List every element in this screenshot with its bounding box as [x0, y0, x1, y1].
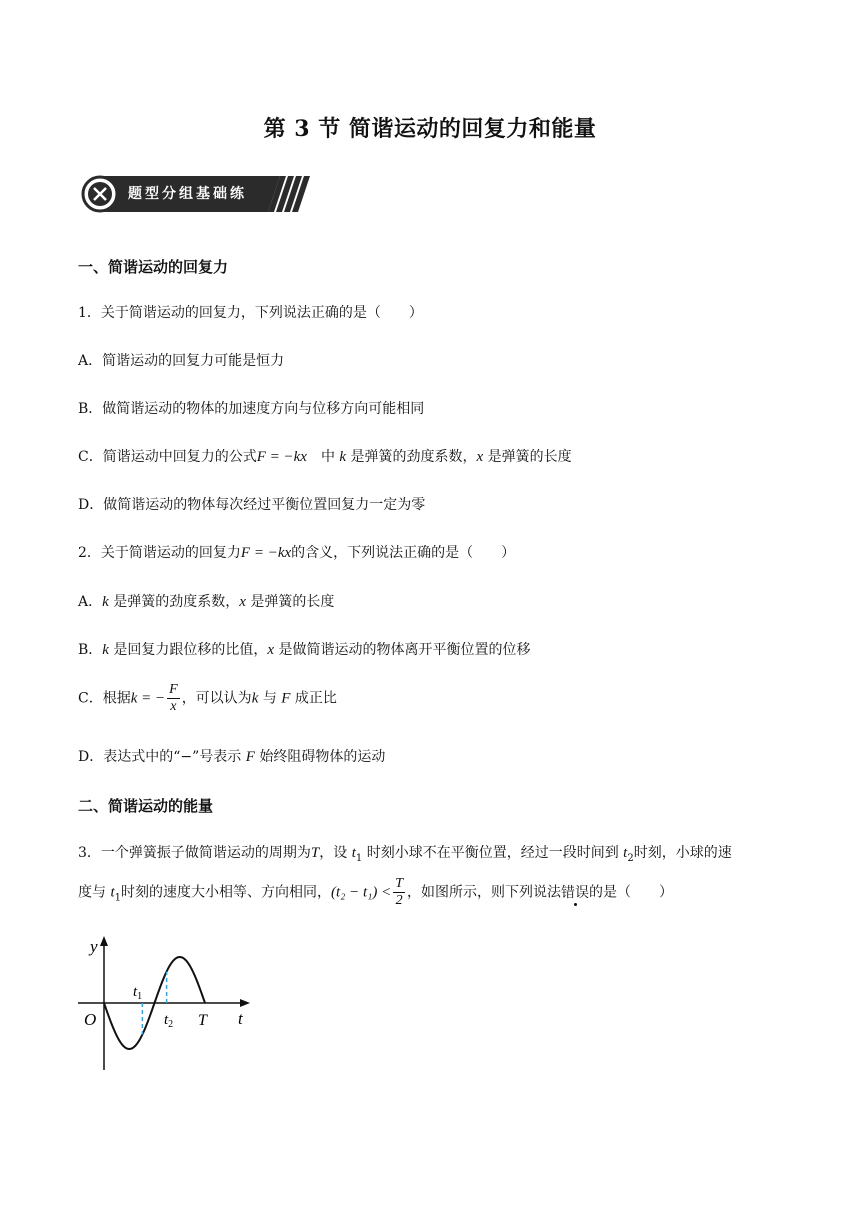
banner-label: 题型分组基础练: [128, 186, 247, 202]
q1-c-text-2: 中: [306, 449, 335, 465]
q1-c-text-1: C．简谐运动中回复力的公式: [78, 449, 257, 465]
q2-c-prefix: C．根据: [78, 690, 131, 707]
q2-stem-text-2: 的含义，下列说法正确的是（ ）: [291, 545, 516, 561]
q1-c-text-4: 是弹簧的长度: [487, 449, 572, 465]
q1-c-text-3: 是弹簧的劲度系数，: [350, 449, 477, 465]
q3-l2-text-3: ，如图所示，则下列说法: [407, 884, 562, 901]
q2-c-denominator: x: [170, 699, 177, 714]
x-axis-arrow: [240, 999, 250, 1007]
y-axis-arrow: [100, 936, 108, 946]
q3-l2-text-2: 时刻的速度大小相等、方向相同，: [121, 884, 331, 901]
q2-c-F: F: [281, 690, 291, 707]
q1-c-formula: F = −kx: [256, 449, 307, 465]
q2-stem: [78, 542, 515, 562]
q1-option-c: [78, 446, 572, 466]
q2-stem-formula: F = −kx: [240, 545, 292, 561]
q2-b-text-1: 是回复力跟位移的比值，: [113, 642, 268, 658]
q3-l2-denominator: 2: [395, 893, 403, 908]
q3-l2-t1-sub: 1: [114, 892, 121, 904]
q3-l2-emphasis: 错误: [561, 884, 590, 901]
q2-d-text: 始终阻碍物体的运动: [259, 749, 386, 765]
q2-a-text-2: 是弹簧的长度: [250, 594, 335, 610]
q2-c-lhs: k = −: [130, 690, 166, 707]
q2-a-prefix: A．: [78, 594, 103, 610]
section-heading-2: 二、简谐运动的能量: [78, 797, 214, 815]
section-banner: [80, 174, 310, 214]
q2-a-k: k: [102, 594, 109, 610]
q2-b-text-2: 是做简谐运动的物体离开平衡位置的位移: [278, 642, 531, 658]
q2-c-k: k: [251, 690, 259, 707]
q2-option-a: [78, 591, 334, 611]
q2-option-b: [78, 639, 531, 659]
oscillation-graph: [70, 932, 260, 1072]
q1-c-x: x: [476, 449, 484, 465]
period-label: T: [198, 1012, 207, 1029]
q1-option-a: A．简谐运动的回复力可能是恒力: [78, 353, 285, 369]
q2-c-numerator: F: [169, 682, 178, 697]
q3-l1-t1-sub: 1: [355, 852, 363, 864]
q3-l1-text-4: 时刻，小球的速: [633, 845, 732, 861]
q3-l1-t2: t: [623, 845, 628, 861]
q1-option-b: B．做简谐运动的物体的加速度方向与位移方向可能相同: [78, 401, 425, 417]
q2-b-k: k: [102, 642, 109, 658]
q2-b-x: x: [267, 642, 275, 658]
q1-c-k: k: [339, 449, 347, 465]
q3-l2-text-4: 的是（ ）: [589, 884, 674, 901]
x-axis-label: t: [238, 1009, 243, 1028]
q2-option-c: [78, 682, 337, 715]
q3-line-1: [78, 842, 732, 864]
q3-l1-text-1: 3．一个弹簧振子做简谐运动的周期为: [78, 845, 311, 861]
q3-l2-fraction: [393, 876, 405, 909]
t1-label: $t_1$: [133, 984, 143, 1002]
origin-label: O: [84, 1010, 97, 1029]
q3-line-2: [78, 876, 673, 909]
q3-l2-numerator: T: [395, 876, 404, 891]
q2-a-text-1: 是弹簧的劲度系数，: [113, 594, 240, 610]
y-axis-label: y: [90, 937, 98, 956]
q3-l2-text-1: 度与: [78, 884, 106, 901]
q3-l1-T: T: [310, 845, 320, 861]
q2-option-d: [78, 746, 385, 766]
q2-stem-text-1: 2．关于简谐运动的回复力: [78, 545, 241, 561]
page-title: 第 3 节 简谐运动的回复力和能量: [263, 116, 597, 142]
q2-d-F: F: [245, 749, 255, 765]
q2-c-fraction: [167, 682, 180, 715]
section-heading-1: 一、简谐运动的回复力: [78, 258, 229, 276]
q3-l2-t1: t: [110, 884, 115, 901]
q2-c-text-2: 与: [262, 690, 277, 707]
q2-a-x: x: [239, 594, 246, 610]
q2-c-text-3: 成正比: [294, 690, 337, 707]
q2-c-text-1: ，可以认为: [181, 690, 252, 707]
q3-l1-t2-sub: 2: [627, 852, 634, 864]
q2-d-prefix: D．表达式中的“−”号表示: [78, 749, 242, 765]
q3-l1-text-3: 时刻小球不在平衡位置，经过一段时间到: [366, 845, 619, 861]
q1-option-d: D．做简谐运动的物体每次经过平衡位置回复力一定为零: [78, 497, 426, 513]
q3-l1-t1: t: [351, 845, 356, 861]
q2-b-prefix: B．: [78, 642, 103, 658]
q1-stem: 1．关于简谐运动的回复力，下列说法正确的是（ ）: [78, 305, 423, 321]
q3-l1-text-2: ，设: [319, 845, 348, 861]
t2-label: $t_2$: [164, 1012, 174, 1030]
q3-l2-inequality: (t₂ − t₁) <: [331, 884, 392, 901]
